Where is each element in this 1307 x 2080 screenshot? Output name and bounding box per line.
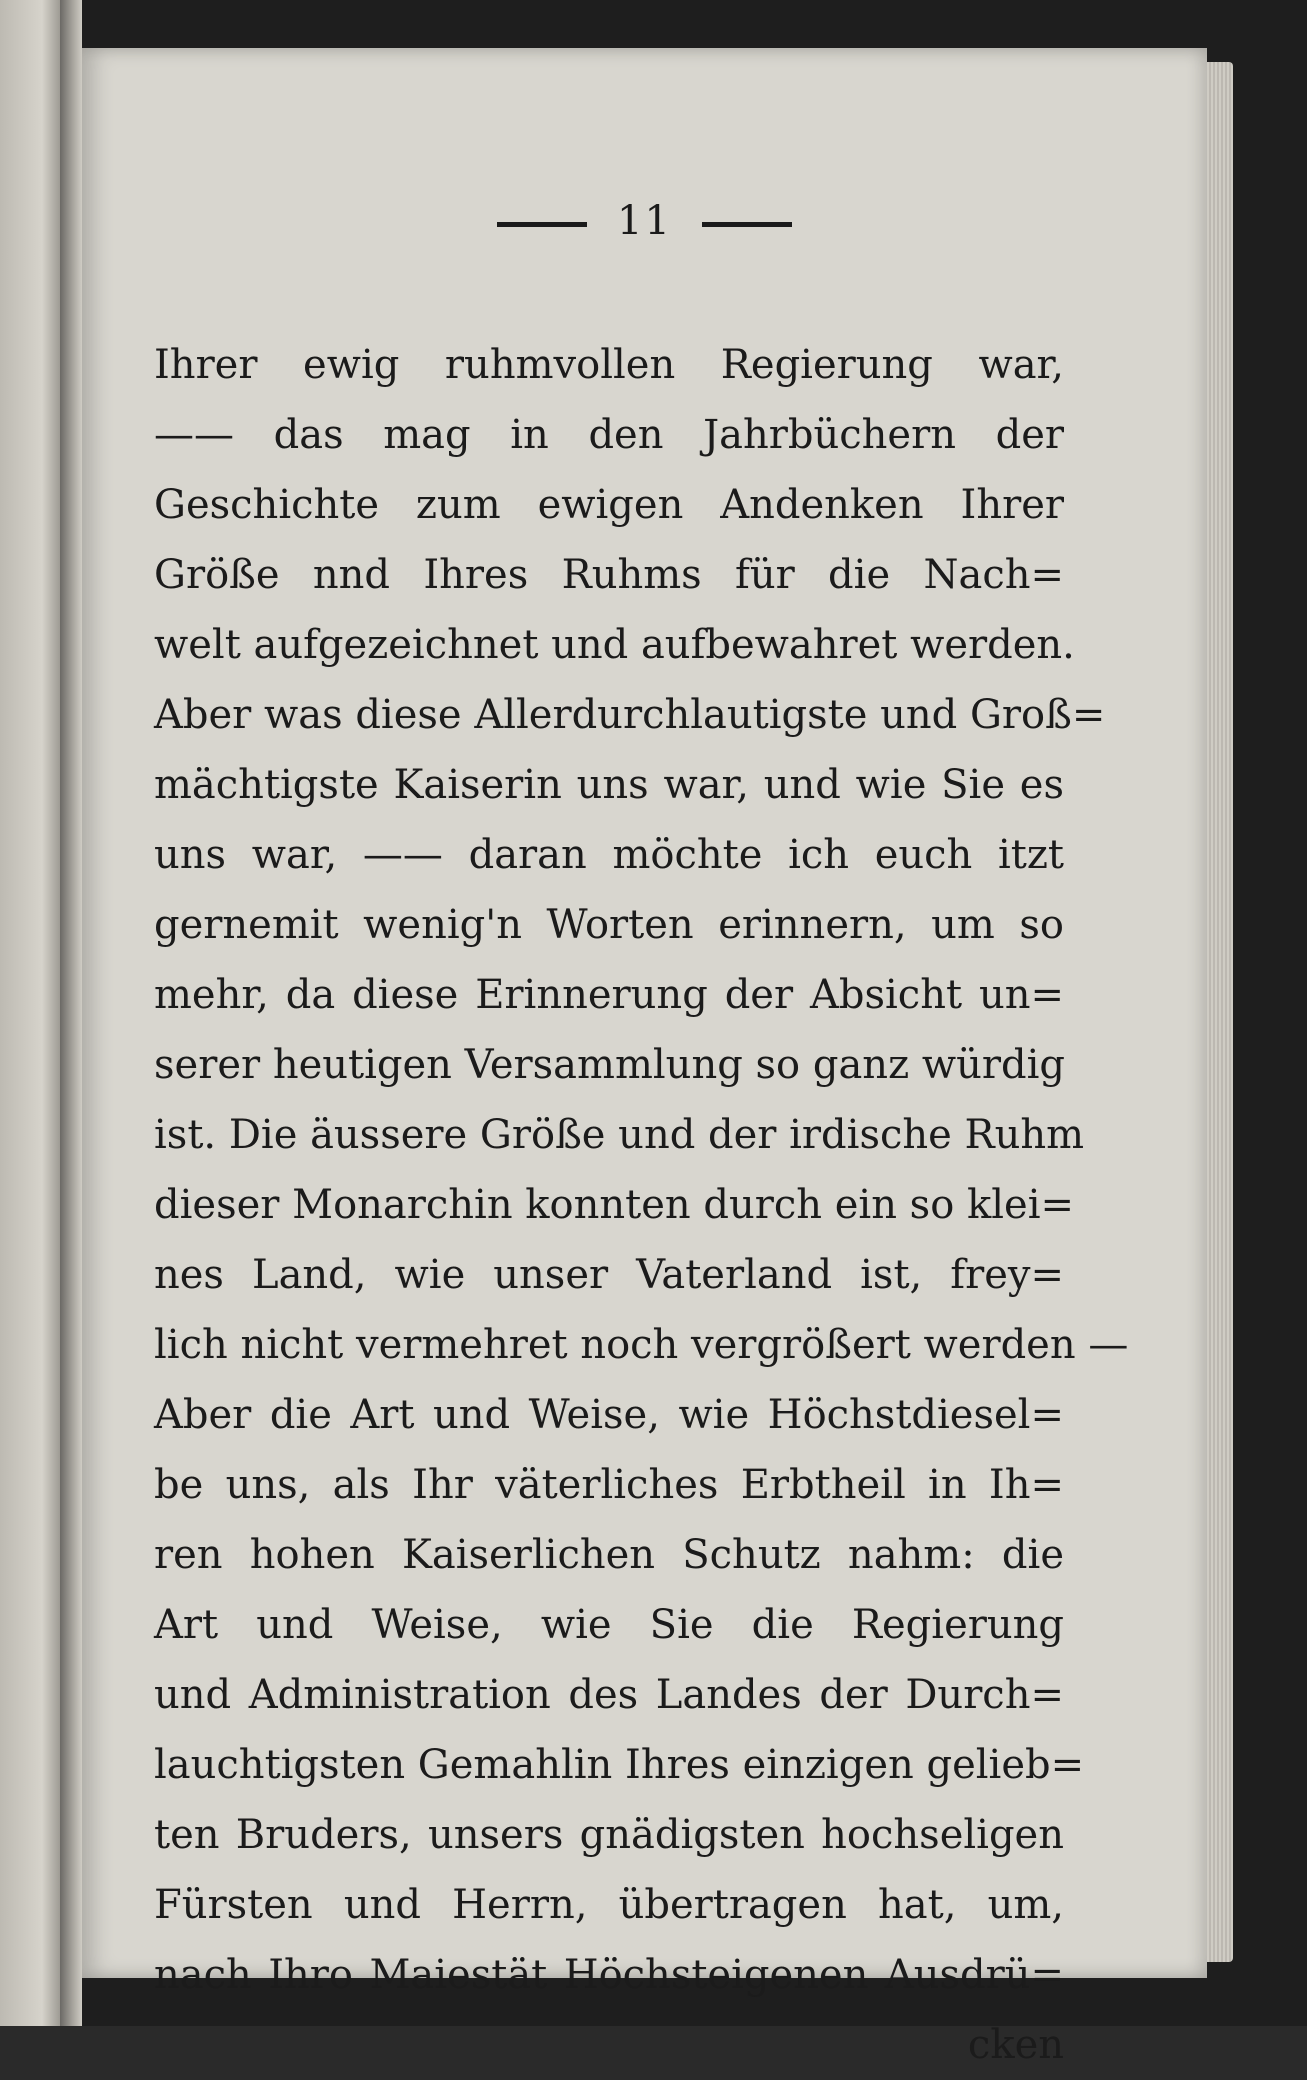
page-number: 11 bbox=[617, 198, 672, 244]
text-line: Fürsten und Herrn, übertragen hat, um, bbox=[154, 1882, 1064, 1928]
catchword: cken bbox=[967, 2022, 1064, 2068]
text-line: ren hohen Kaiserlichen Schutz nahm: die bbox=[154, 1532, 1064, 1578]
text-line: dieser Monarchin konnten durch ein so klei= bbox=[154, 1182, 1075, 1228]
header-rule-right bbox=[702, 222, 792, 227]
page-header bbox=[82, 198, 1207, 244]
text-line: uns war, —— daran möchte ich euch itzt bbox=[154, 832, 1064, 878]
body-text bbox=[154, 330, 1129, 2080]
text-line: mächtigste Kaiserin uns war, und wie Sie es bbox=[154, 762, 1064, 808]
text-line: mehr, da diese Erinnerung der Absicht un= bbox=[154, 972, 1064, 1018]
text-line: Aber was diese Allerdurchlautigste und Groß= bbox=[154, 692, 1106, 738]
text-line: Aber die Art und Weise, wie Höchstdiesel= bbox=[154, 1392, 1064, 1438]
text-line: nes Land, wie unser Vaterland ist, frey= bbox=[154, 1252, 1064, 1298]
left-page-edge bbox=[0, 0, 60, 2026]
text-line: Größe nnd Ihres Ruhms für die Nach= bbox=[154, 552, 1064, 598]
text-line: Geschichte zum ewigen Andenken Ihrer bbox=[154, 482, 1064, 528]
text-line: Art und Weise, wie Sie die Regierung bbox=[154, 1602, 1064, 1648]
text-line: gernemit wenig'n Worten erinnern, um so bbox=[154, 902, 1064, 948]
text-line: und Administration des Landes der Durch= bbox=[154, 1672, 1064, 1718]
text-line: lauchtigsten Gemahlin Ihres einzigen gelieb= bbox=[154, 1742, 1085, 1788]
text-line: nach Ihro Maiestät Höchsteigenen Ausdrü= bbox=[154, 1952, 1064, 1998]
page-stack-edge bbox=[1207, 62, 1233, 1962]
header-rule-left bbox=[497, 222, 587, 227]
text-line: Ihrer ewig ruhmvollen Regierung war, bbox=[154, 342, 1064, 388]
text-line: be uns, als Ihr väterliches Erbtheil in Ih= bbox=[154, 1462, 1064, 1508]
text-line: serer heutigen Versammlung so ganz würdig bbox=[154, 1042, 1065, 1088]
book-gutter bbox=[60, 0, 82, 2026]
text-line: ten Bruders, unsers gnädigsten hochseligen bbox=[154, 1812, 1064, 1858]
book-page bbox=[82, 48, 1207, 2068]
text-line: —— das mag in den Jahrbüchern der bbox=[154, 412, 1064, 458]
text-line: lich nicht vermehret noch vergrößert werden — bbox=[154, 1322, 1129, 1368]
text-line: welt aufgezeichnet und aufbewahret werden. bbox=[154, 622, 1075, 668]
text-line: ist. Die äussere Größe und der irdische Ruhm bbox=[154, 1112, 1085, 1158]
